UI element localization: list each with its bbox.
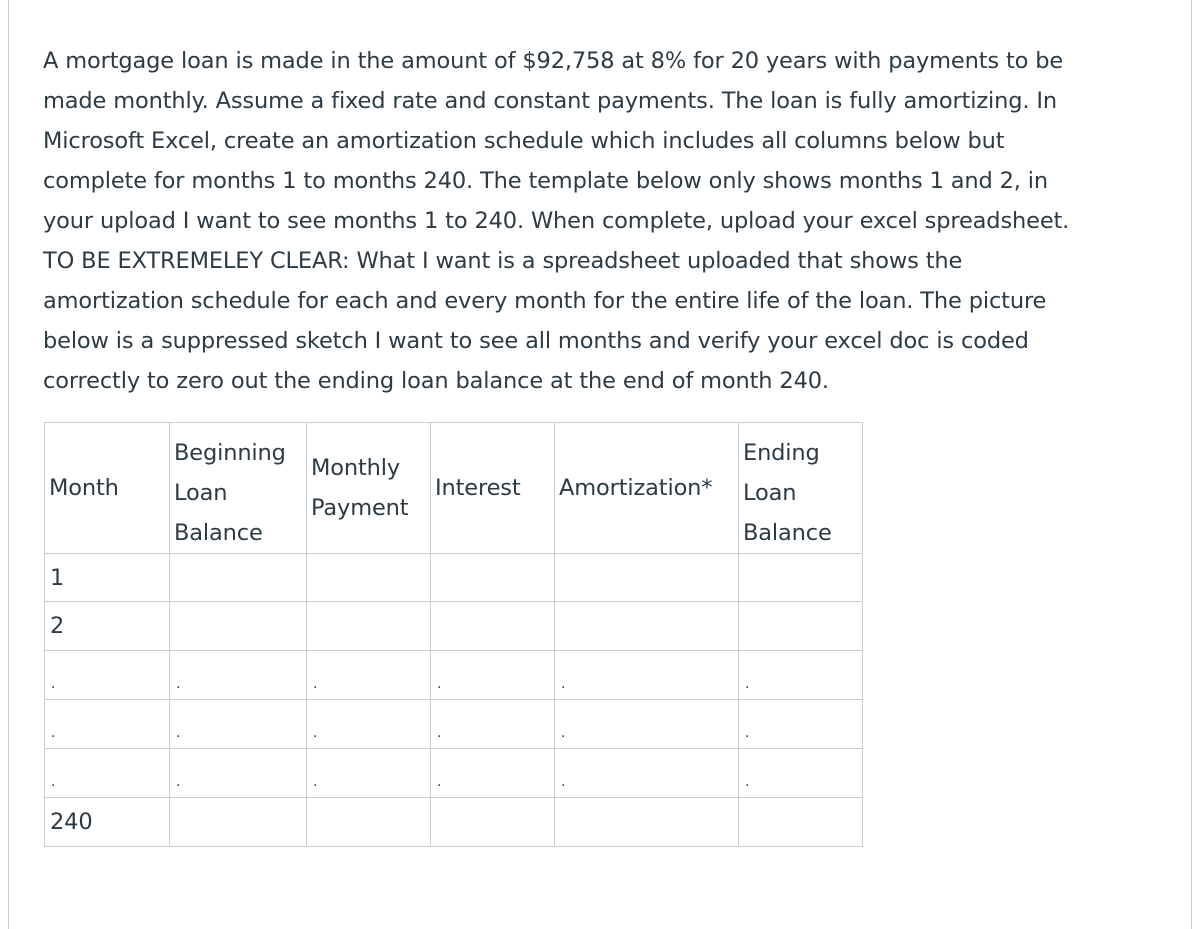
table-cell: . [307, 700, 431, 749]
header-text-line: Loan [174, 480, 228, 506]
table-cell: . [170, 651, 307, 700]
table-cell [307, 602, 431, 651]
header-text-line: Monthly [311, 455, 401, 481]
header-text-line: Payment [311, 495, 409, 521]
table-cell [739, 798, 863, 847]
question-line: correctly to zero out the ending loan balance at the end of month 240. [43, 368, 829, 394]
question-line: made monthly. Assume a fixed rate and constant payments. The loan is fully amortizing. In [43, 88, 1057, 114]
table-cell: . [170, 700, 307, 749]
question-text [43, 41, 1153, 401]
table-cell [170, 602, 307, 651]
table-cell: . [431, 700, 555, 749]
header-text-line: Amortization* [559, 475, 713, 501]
table-cell: . [555, 749, 739, 798]
month-cell: 1 [45, 554, 170, 602]
table-cell: . [739, 749, 863, 798]
table-cell [555, 554, 739, 602]
header-text-line: Interest [435, 475, 521, 501]
table-cell [170, 798, 307, 847]
table-cell [555, 798, 739, 847]
table-cell [431, 798, 555, 847]
question-line: below is a suppressed sketch I want to see all months and verify your excel doc is coded [43, 328, 1029, 354]
amortization-table [44, 422, 863, 847]
table-cell [431, 554, 555, 602]
table-cell [739, 602, 863, 651]
table-row [45, 554, 863, 602]
table-cell [170, 554, 307, 602]
table-cell [555, 602, 739, 651]
month-cell: . [45, 651, 170, 700]
header-text-line: Loan [743, 480, 797, 506]
month-cell: . [45, 700, 170, 749]
table-cell: . [307, 749, 431, 798]
month-cell: 2 [45, 602, 170, 651]
question-line: Microsoft Excel, create an amortization schedule which includes all columns below but [43, 128, 1005, 154]
table-row [45, 798, 863, 847]
header-ending-loan-balance [739, 423, 863, 554]
header-text-line: Balance [743, 520, 832, 546]
question-line: complete for months 1 to months 240. The template below only shows months 1 and 2, in [43, 168, 1049, 194]
table-row [45, 602, 863, 651]
header-beginning-loan-balance [170, 423, 307, 554]
table-row [45, 700, 863, 749]
table-cell [431, 602, 555, 651]
question-line: A mortgage loan is made in the amount of $92,758 at 8% for 20 years with payments to be [43, 48, 1064, 74]
header-text-line: Ending [743, 440, 820, 466]
table-cell [739, 554, 863, 602]
question-line: amortization schedule for each and every month for the entire life of the loan. The picture [43, 288, 1047, 314]
table-cell: . [555, 700, 739, 749]
table-row [45, 749, 863, 798]
table-row [45, 651, 863, 700]
table-cell: . [739, 651, 863, 700]
table-cell: . [739, 700, 863, 749]
month-cell: . [45, 749, 170, 798]
month-cell: 240 [45, 798, 170, 847]
table-cell: . [307, 651, 431, 700]
table-header-row [45, 423, 863, 554]
header-text-line: Beginning [174, 440, 286, 466]
question-line: your upload I want to see months 1 to 240. When complete, upload your excel spreadsheet. [43, 208, 1070, 234]
table-cell: . [555, 651, 739, 700]
table-cell: . [431, 651, 555, 700]
header-text-line: Balance [174, 520, 263, 546]
header-interest [431, 423, 555, 554]
table-cell: . [170, 749, 307, 798]
table-cell [307, 798, 431, 847]
header-amortization [555, 423, 739, 554]
header-monthly-payment [307, 423, 431, 554]
table-cell: . [431, 749, 555, 798]
header-month [45, 423, 170, 554]
question-line: TO BE EXTREMELEY CLEAR: What I want is a spreadsheet uploaded that shows the [43, 248, 963, 274]
table-cell [307, 554, 431, 602]
header-month-text: Month [49, 475, 119, 501]
